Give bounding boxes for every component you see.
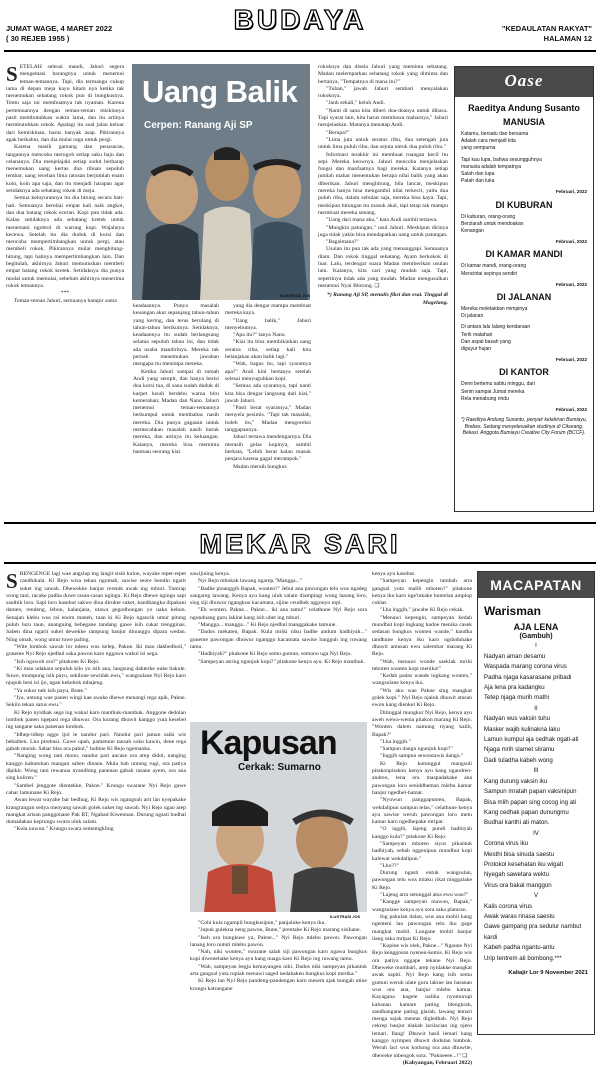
paragraph: "Lha inggih." bbox=[380, 738, 411, 745]
story2-byline: Cerkak: Sumarno bbox=[238, 762, 321, 773]
poem-line: Di kuburan, orang-orang bbox=[461, 213, 516, 220]
paragraph: "Iseh ora bungkuse ya, Pakne..." Nyi Rejo mlebu pawon. Pawongan lanang loro nututi mlebu pawon. bbox=[190, 934, 367, 948]
paragraph: Teman-teman Jahuri, semuanya hampir sama bbox=[14, 297, 117, 304]
paragraph: Ki Rejo nyidhak sega ing wakul karo manthuk-manthuk. Anggone dedolan lombok panen ngepasi rega dhuwur. Ora kurang dhuwit kanggo yuta kesebel ing tangane saka panenan lombok. bbox=[6, 709, 186, 731]
paragraph: "Nah, niki wonten," swarane salah siji pawongan karo ngawa bungkus kopi diwenehake kenya ayu kang nuaga karo Ki Rejo ing ruwang tamu. bbox=[190, 949, 367, 963]
paragraph: "Lajeng arta setunggal atus ewu wau?" bbox=[380, 892, 469, 899]
poem-date: Februari, 2022 bbox=[555, 281, 587, 287]
story2-col3-text bbox=[372, 571, 472, 1067]
paragraph: "Inggih sampun sewontawis dangu." bbox=[380, 753, 464, 760]
poem-line: Protokol kesehatan iku wigati bbox=[484, 860, 563, 868]
paragraph: "Wite lombok sawah lor ndesu wus kelep, Pakne. Iki mau dakbedholi," guneme Nyi Rejo njedhul saka pawon karo nggawa wakul isi sega. bbox=[6, 643, 186, 658]
story2-column-3 bbox=[372, 571, 472, 1066]
paragraph: "Jauh sekali," keluh Andi. bbox=[326, 100, 386, 107]
poem-line: Nadyan aman desamu bbox=[484, 652, 546, 660]
paragraph: "Badhe pinanggih Bapak, wonten?" Jebul ana pawongan telu wus ngadeg sangareg lawang. Kenya ayu kang uluk salam diampingi wong lanang loro, sing siji dhuwur ngangkuo kacamata, sijine ceudhek nggonyo topi. bbox=[190, 585, 367, 607]
paragraph: "Idhep-idhep nggo ijol le nandur pari. Nandur pari jaman saiki wis bebathen. Lha pirebusi. Gawe upah, pametune tansah soko kawin, dene rega gabah murah. Sabar blas ora pabul," luditne Ki Rejo ngemaoka. bbox=[6, 731, 186, 753]
section2-header bbox=[0, 525, 600, 563]
paragraph: "Uang dari mana aku," kata Andi sambil tertawa. bbox=[326, 217, 438, 224]
paragraph: "Tuban," jawab Jahuri sembari menyalakan rokoknya. bbox=[318, 85, 448, 100]
poem-line: manusia adalah tempatnya bbox=[461, 163, 522, 170]
poem-line: Di kamar mandi, orang-orang bbox=[461, 263, 527, 270]
paragraph: "Pasti berat syaratnya," Madan menyela pesimis. "Tapi tak masalah, boleh itu," Madan mengoreksi tanggapannya. bbox=[225, 405, 311, 434]
poem-line: Dadi tuladha kabeh wong bbox=[484, 756, 553, 764]
poem-line: Tapi kau lupa, bahwa sesungguhnya bbox=[461, 156, 542, 163]
paragraph: (Kahyangan, Februari 2022) bbox=[402, 1059, 472, 1066]
paragraph: ETELAH selesai mandi, Jahuri segera mengemasi barangnya untuk menemui teman-temannya. Tapi, dia termangu cukup lama di depan meja kayu hitam nya ketika tak menemukan sebatang rokok pun di bungkusnya. Tentu saja ini membuatnya tak nyaman. Karena pertemuannya dengan teman-teman miskinnya pasti membutuhkan waktu lama, dan itu artinya membutuhkan rokok. Apalagi itu soal jalan keluar dari kemiskinan, harus banyak asap. Pikirannya agak berkabut, dan dia mulai ragu untuk pergi. bbox=[6, 64, 124, 143]
story1-drop-cap: S bbox=[6, 62, 18, 86]
oase-bio: *) Raeditya Andung Susanto, penyair kelahiran Bumiayu, Brebes. Sedang menyelesaikan studinya di Cikarang, Bekasi. Anggota Bumiayu Creative City Forum (BCCF). bbox=[461, 417, 588, 436]
poem-line: Terik matahari bbox=[461, 331, 493, 338]
paragraph: Semua keluyurannya itu dia hitung secara hati-hati. Semuanya bernilai empat kali naik angkot, dan dua batang rokok eceran. Kopi pun tidak ada. Kalau setidaknya ada sebatang kretek untuk menemani ngobrol di warung kopi. Wajahnya kecewa. Setelah itu dia duduk di kursi dan mencoba mempertimbangkan untuk pergi, atau membeli rokok. Pikirannya mulai menghitung-hitung, tapi hatinya mempertimbangkan lain. Dan begitulah, akhirnya Jahuri memutuskan membeli empat batang rokok kretek. Setidaknya dia punya modal untuk memulai, sebelum akhirnya menerima rokok temannya. bbox=[6, 195, 124, 289]
stanza-number: I bbox=[535, 642, 537, 650]
paragraph: "Semua ada syaratnya, tapi nanti kita bisa dengar langsung dari kiai," jawab Jahuri. bbox=[225, 383, 311, 404]
story2-col1-text bbox=[6, 571, 186, 834]
paragraph: "Sambel jenggote dientekke, Pakne." Krungu swarane Nyi Rejo gawe cahar lamunane Ki Rejo. bbox=[6, 782, 186, 796]
poem-title: DI JALANAN bbox=[496, 292, 552, 303]
paragraph: Ing pakulan dalan, wus ana mobil kang ngenteni lan pawongan telu iku gage mangkat mobil. Lungane mobil banjur ilang saka mripat Ki Rejo. bbox=[372, 913, 472, 942]
macapatan-poem bbox=[478, 622, 594, 978]
masthead bbox=[0, 0, 600, 56]
paragraph: "Isih ngawoh ora?" pitakone Ki Rejo. bbox=[14, 658, 100, 665]
section2-rule-bottom bbox=[4, 562, 596, 564]
oase-poems bbox=[455, 117, 593, 413]
poem-line: Gawe gampang pra sedulur nambut kardi bbox=[484, 923, 582, 941]
paragraph: keadaannya. Punya masalah keuangan akut sepanjang tahun-tahun yang kering, dan terus berulang di tahun-tahun berikutnya. Setidaknya, keadaannya itu sudah berlangsung selama sepuluh tahun ini, dan tidak ada usaha mandirinya. Mereka tak pernah menemukan jawaban mengapa itu menimpa mereka. bbox=[133, 303, 219, 368]
story1-illustration-credit: ILUSTRASI JOS bbox=[280, 293, 311, 298]
paragraph: Madan meraih bungkus bbox=[233, 463, 287, 470]
paragraph: "Sampeyan kepengin tambah arta gangsal yuta malih mboten?" pitakone kenya iku karo nge'tukake buntelan amplop coklat. bbox=[372, 578, 472, 607]
poem-line: Waspada marang corona virus bbox=[484, 663, 567, 671]
paragraph: Awan lewat wayahe bar bedhug, Ki Rejo wis ngangsuh arit lan nyepakake krangrangan sedya menyang sawah golek suket ing sawah. Nyi Rejo ugao arep mangkat arisan panggonane Pak RT, Ngabad Kiwennan. Durung ngasti budhal dumadakan keprungu swara uluk salam. bbox=[6, 797, 186, 826]
poem-title: DI KAMAR MANDI bbox=[485, 249, 563, 260]
paragraph: "Lima juta untuk seratus ribu, dua setengah juta untuk lima puluh ribu, dan sejuta untuk dua puluh ribu." bbox=[318, 136, 448, 151]
paragraph: "Lha inggih," jawabe Ki Rejo cekak. bbox=[380, 607, 464, 614]
paragraph: "Hadhiyah?" pitakone Ki Rejo semu gumun, semono uga Nyi Rejo. bbox=[198, 651, 352, 658]
story1-col1-text bbox=[6, 64, 124, 305]
paragraph: "Sampeyan mboten siyos pikantuk hadhiyah, sebab nggenipun mundhut kopi kalewat wekdalipun." bbox=[372, 840, 472, 862]
paragraph: Karena masih gamang dan penasaran, tangannya mencoba merogoh setiap saku baju dan celananya. Dia menjelajahi setiap sudut berharap menemukan uang kertas dua ribuan sepuluh lembar, uang recehan lima ratusan berjumlah enam koin, koin apa saja, dan itu menjadi harapan agar setidaknya ada sebatang rokok di meja. bbox=[6, 144, 124, 195]
story1-author-note: *) Ranang Aji SP, menulis fiksi dan esai. Tinggal di Magelang. bbox=[327, 292, 448, 306]
poem-line: Senin sampai Jumat mereka bbox=[461, 388, 525, 395]
poem-date: Februari, 2022 bbox=[555, 407, 587, 413]
poem-line: Budhal kanthi ati maton. bbox=[484, 819, 550, 827]
story1-column-2 bbox=[133, 303, 219, 516]
poem-line: Kang cedhak papan dunungmu bbox=[484, 808, 569, 816]
poem-line: Sampun mratah papan vaksinipun bbox=[484, 788, 577, 796]
macapatan-header: MACAPATAN bbox=[478, 572, 594, 598]
paragraph: "O nggih, lajeng pundi hadhiyah kanggo kula?" pitakone Ki Rejo. bbox=[372, 826, 472, 840]
paragraph: Ki Rejo lan Nyi Rejo pandeng-pandengan karo mesem ajak bungah utine krungu katrangane bbox=[190, 978, 367, 992]
stanza-number: IV bbox=[533, 829, 539, 837]
paragraph: "Iya, untung wae panen wingi kae awake dhewe menangi rega apik, Pakne. Sekilo tekan satus ewu." bbox=[6, 695, 186, 709]
poem-line: Lamun kumpul aja cedhak ngati-ati bbox=[484, 736, 579, 744]
paragraph: "Lho??" bbox=[380, 862, 399, 869]
poem-line: Awak waras rinasa saestu bbox=[484, 912, 555, 920]
paragraph: "Kula nuwun." Krungu swara sememgkling bbox=[14, 826, 114, 833]
paragraph: rokoknya dan disela Jahuri yang meminta sebatang. Madan melemparkan sebatang rokok yang diminta dan bertanya, "Tempatnya di mana itu?" bbox=[318, 64, 448, 85]
poem-line: Mesthi bisa sinuda saestu bbox=[484, 850, 555, 858]
poem-line: Kabeh padha ngantu-antu bbox=[484, 944, 555, 952]
paragraph: "Nanti di sana kita diberi doa-doanya untuk dibaca. Tapi syarat lain, kita harus membawa maharnya," Jahuri menjelaskan. Matanya menatap Andi. bbox=[318, 107, 448, 129]
poem-line: Rela menabung rindu bbox=[461, 395, 509, 402]
oase-header: Oase bbox=[455, 67, 593, 97]
poem-line: Mencintai sepinya sendiri bbox=[461, 270, 518, 277]
story1-col3-text bbox=[225, 303, 311, 471]
paragraph: Jahuri tertawa mendengarnya. Dia merasih gelas kopinya, sambil berkata, "Lebih berat kalau masuk penjara karena gagal merampok." bbox=[225, 434, 312, 463]
paragraph: yang dia dengar mampu membuat mereka kaya. bbox=[225, 303, 311, 317]
paragraph: Nyi Rejo mbukak lawang ngarep,"Mangga..." bbox=[198, 578, 303, 585]
story2-column-1 bbox=[6, 571, 186, 1035]
paragraph: "Nanging wong tani mono, nandur pari ancase ora arep didol, nanging kanggo kabutuhan mangan saben dinane. Mula bab untung rugi, ora patiya dipikir. Wong tani rewanua nyandhing panenan gabah rasane ayem, ora ana sing kuliren." bbox=[6, 753, 186, 782]
story1-byline: Cerpen: Ranang Aji SP bbox=[144, 120, 253, 131]
paragraph: "Uang balik," Jahuri menyebutnya. bbox=[225, 317, 311, 331]
paragraph: Usulan itu pun tak ada yang menanggapi. Semuanya diam. Dan rokok tinggal sebatang. Ayam berkokok di luar. Lalu, terdengar suara Madan memberikan usulan lain. Katanya, kita cari yang mudah saja. Tapi, sepertinya tidak ada yang mudah. Madan mengusulkan menemui Nyai Blorong. ❏ bbox=[318, 246, 448, 289]
poem-line: Dan aspal basah yang bbox=[461, 338, 511, 345]
paragraph: "Sampun dangu ngunjuk kopi?" bbox=[380, 746, 453, 753]
macapatan-box bbox=[477, 571, 595, 1035]
paragraph: "Apa itu?" tanya Nano. bbox=[233, 332, 286, 339]
poem-line: Njaga mrih slamet sliramu bbox=[484, 746, 555, 754]
section2-rule-top bbox=[4, 522, 596, 524]
paragraph: "Dados mekaten, Bapak. Kula mriki niku badhe andum hadhiyah..." guneme pawongan dhuwur nganggo kacamata sawise lungguh ing ruwang tamu. bbox=[190, 629, 367, 650]
story1-column-4 bbox=[318, 64, 448, 516]
paragraph: Informasi terakhir ini membuat ruangan kecil itu sepi. Mereka keownya. Jahuri mencoba menjelaskan fungsi dan manfaatnya bagi mereka. Katanya setiap jumlah mahar menentukan berapa nilai balik yang akan diberikan. Jahuri menghitung, bila lancar, meskipun mereka hanya bisa mengambil nilai terkecil, yaitu dua puluh ribu, dalam sebulan saja, mereka bisa kaya. Tapi, meskipun hitungan itu masuk akal, tapi tetap tak mampu membuat mereka senang. bbox=[318, 151, 448, 216]
story2-drop-cap: S bbox=[6, 569, 18, 593]
paragraph: "Nyuwun panggapunten, Bapak, wekdalipun sampun telas," celathune kenya ayu sawise weruh pawongan loro metu kamar karo ngedhepake mripat. bbox=[372, 797, 472, 826]
poem-line: Salah dan lupa bbox=[461, 171, 495, 178]
poem-line: Padha njaga kasarasane pribadi bbox=[484, 673, 572, 681]
paragraph: "Cobi kula ngampil bungkusipun," panjaluke kenya iku. bbox=[198, 920, 326, 926]
issue-date-javanese: ( 30 REJEB 1955 ) bbox=[6, 34, 70, 43]
paragraph: "Kopine wis oleh, Pakne..." Ngaune Nyi Rejo kenggosan nyenen-kemis. Ki Rejo wis ora patiya nggape tekane Nyi Rejo. Dheweke mumbari, arep nyidakke mangkat awak sapiti. Nyi Rejo kang isih semu gumun weruh ulate guru lakine lan baranan wus ora ana, banjur mlebu kamar. Kayagana kagete nalika nyumurupi kahanan kamare pating blengkrah, sandhangane pating glarah, lawang lemari menga sajak mentas digledhah. Nyi Rejo cekrep banjur nlakah lacilacian ing njero lemari. Ilang! Dhuwit hasil lemari kang kanggo nyimpen dhuwit dodolan lombok. Weruh laci wus kothong ora ana dhuwite, dheweke mbengok sora. "Pakneeee...!" ❏ bbox=[372, 943, 472, 1059]
story1-illustration bbox=[132, 64, 310, 300]
paragraph: *** bbox=[60, 290, 70, 297]
poem-line: Adalah cara menjadi kita bbox=[461, 138, 516, 145]
oase-author: Raeditya Andung Susanto bbox=[468, 103, 580, 113]
paragraph: "Berupa?" bbox=[326, 129, 350, 136]
paragraph: Durung ngasti entuk wangsulan, pawongan telu wus mlaku rikat ninggalake Ki Rejo. bbox=[372, 870, 472, 891]
paragraph: "Jupuk gulekna neng pawon, Bune," prentahe Ki Rejo marang sisihane. bbox=[198, 927, 361, 934]
oase-poetry-box bbox=[454, 66, 594, 512]
poem-line: Nyegah sawetara wektu bbox=[484, 871, 550, 879]
paragraph: Ditinggal mungkur Nyi Rejo, kenya ayu aweh wewa-wenia pitakon marang Ki Rejo. "Wonten dalem namung tiyang kalih, Bapak?" bbox=[372, 709, 472, 738]
section2-title: MEKAR SARI bbox=[199, 529, 401, 559]
paragraph: kenya ayu kasebut. bbox=[372, 571, 416, 577]
poem-line: Katamu, bersatu dan bersama bbox=[461, 131, 529, 137]
paragraph: "Wah, menawi wonde saeklak mriki mboten wonten kopi menika!" bbox=[372, 658, 472, 672]
paragraph: "Eh wonten. Pakne... Pakne... iki ana tamu!" celathune Nyi Rejo sora ngunduang guru lakine kang isih ubet ing mburi. bbox=[190, 607, 367, 621]
poem-title: MANUSIA bbox=[503, 117, 545, 127]
masthead-rule bbox=[4, 50, 596, 52]
story2-column-2b bbox=[190, 920, 367, 1035]
paragraph: Ketika Jahuri sampai di rumah Andi yang sempit, dan hanya berisi dua kursi tua, di sana sudah duduk di karpet lusuh berdebu warna biru kemerahan; Madan dan Nano. Jahuri menemui teman-temannya berkumpul untuk membahas nasib mereka. Dia punya gagasan untuk memecahkan masalah nasib buruk mereka, dan artinya itu keluangan. Katanya, mereka bisa meminta bantuan seorang kiai bbox=[133, 368, 219, 455]
macapatan-signature: Kaliajir Lor 9 November 2021 bbox=[508, 970, 588, 976]
poem-line: Mereka meletakkan mimpinya bbox=[461, 306, 528, 313]
stanza-number: II bbox=[534, 704, 538, 712]
story2-col2a-text bbox=[190, 571, 367, 666]
paragraph: "Wis ako wae Pakne sing mangkat golek kopi." Nyi Rejo njaluk dhuwit atusan ewon kang dienkel Ki Rejo. bbox=[372, 687, 472, 709]
page-number: HALAMAN 12 bbox=[543, 34, 592, 43]
paragraph: "Ki mau udakara sepuluh kilo yo isih ana, langsung dakterke nuke bakule. Suwe, mumpung isih payu, sekilone sewidak ewu," wangsulane Nyi Rejo karo njupuk besi isi ijo, ngan kekebok mbajeng. bbox=[6, 665, 186, 687]
paragraph: "Ya sukur nek isih payu, Bune." bbox=[14, 687, 87, 694]
poem-line: Aja lena pra kadangku bbox=[484, 684, 545, 692]
paragraph: "Mangga... mangga..." Ki Rejo njedhul manggakake tamune. bbox=[198, 622, 337, 629]
poem-line: Kalis corona virus bbox=[484, 902, 533, 910]
poem-date: Februari, 2022 bbox=[555, 357, 587, 363]
poem-line: Berziarah untuk mendoakan bbox=[461, 220, 524, 227]
story2-column-2a bbox=[190, 571, 367, 719]
paragraph: "Kiai itu bisa membikinkan uang seratus ribu, setiap kali kita belanjakan akan balik lagi." bbox=[225, 339, 311, 361]
macapatan-poem-title: AJA LENA bbox=[513, 622, 559, 632]
poem-title: DI KANTOR bbox=[499, 367, 549, 378]
poem-line: Di jalanan bbox=[461, 313, 484, 320]
story1-col4-text bbox=[318, 64, 448, 290]
story2-col2b-text bbox=[190, 920, 367, 993]
story2-illustration-credit: ILUSTRASI JOS bbox=[330, 914, 361, 919]
paragraph: "Kangge sampeyan mawon, Bapak," wangsulane kenya ayu sora saka plataran. bbox=[372, 899, 472, 913]
poem-line: Kang durung vaksin iku bbox=[484, 777, 548, 785]
story2-illustration bbox=[190, 722, 367, 912]
poem-line: Tetep njaga murih mathi bbox=[484, 694, 550, 702]
paragraph: "Menawi kepengin, sampeyan kedah mundhut kopi ingkang kadoe menika casek sedasan bungkus wonten wande," kandha tandhune kenya iku karo ngduduhake dhuwit amusan ewu salembar marang Ki Rejo. bbox=[372, 614, 472, 658]
poem-line: Kenangan bbox=[461, 228, 484, 235]
story1-column-1 bbox=[6, 64, 124, 516]
paragraph: "Bagaimana?" bbox=[326, 239, 359, 246]
poem-line: diguyur hujan bbox=[461, 346, 492, 353]
poem-line: Patah dan luka bbox=[461, 178, 495, 185]
paragraph: "Kedah padas wande ingkang wonten," wangsulane kenya iku. bbox=[372, 673, 472, 687]
poem-line: Nadyan wus vaksin tuhu bbox=[484, 715, 551, 723]
poem-line: Bisa mlih papan sing cocog ing ati bbox=[484, 798, 577, 806]
poem-date: Februari, 2022 bbox=[555, 239, 587, 245]
paragraph: RENGENGE lagi wae angslup ing langit sisih kulon, wayahe repet-repet candhikala. Ki Rejo wisa tekan ngomah, sawise seore bendin ngarit suket ing sawah. Dhewekke banjur rerenik awak ing mburi. Tumrap wong tani, racake padha duwe rasan-rasan ngingu. Ki Rejo dhewe ngingu sapi sauthik loro. Sapi loro kasebut sakwe dina dirukte suket, kandhangka dipakani damen, rendeng, lebon, kalanjana, utawa gegodhongan yo uaka kebon. Senajan klebu wus rai enom maneh, tuan ki Ki Rejo ngancik umur pitung puluh luru taun, anangning bebegane tandang gawe isih cukat trengginas. Saben dina ngarit sukel dewekke rampung banjur dinunggu dipara wedan. Ning omah, wong umur tuwe paling. bbox=[6, 571, 186, 643]
story1-column-3 bbox=[225, 303, 311, 516]
story1-title: Uang Balik bbox=[142, 74, 298, 109]
story2-title: Kapusan bbox=[200, 724, 337, 762]
poem-line: Demi bertemu sabtu minggu, dari bbox=[461, 381, 535, 388]
poem-title: DI KUBURAN bbox=[495, 199, 553, 210]
stanza-number: V bbox=[533, 892, 539, 900]
story1-col2-text bbox=[133, 303, 219, 456]
poem-date: Februari, 2022 bbox=[555, 189, 587, 195]
issue-paper bbox=[502, 24, 592, 44]
macapatan-form: Warisman bbox=[484, 604, 541, 618]
paragraph: Ki Rejo kutunggul mangsuli pitakonpitakon kenya ayu kang ngandreo-andreo, lena ora maspadakake ana pawongan loro seniddheman mlebu kamar banjur ngedhel-hamar. bbox=[372, 760, 472, 796]
macapatan-poem-subtitle: (Gambuh) bbox=[519, 633, 553, 641]
stanza-number: III bbox=[533, 767, 539, 775]
poem-line: Di antara lalu lalang kendaraan bbox=[461, 324, 531, 331]
paper-name: "KEDAULATAN RAKYAT" bbox=[501, 24, 592, 33]
section-title: BUDAYA bbox=[233, 4, 367, 35]
issue-date-gregorian: JUMAT WAGE, 4 MARET 2022 bbox=[6, 24, 113, 33]
poem-line: yang sempurna bbox=[461, 145, 496, 152]
paragraph: "Sampeyan asring ngunjuk kopi?" pitakone kenya ayu. Ki Rejo manthuk. bbox=[198, 658, 365, 665]
poem-line: Corona virus iku bbox=[484, 840, 529, 848]
issue-date bbox=[6, 24, 112, 44]
paragraph: sawijining kenya. bbox=[190, 571, 231, 577]
paragraph: "Wah, bagus itu, tapi syaratnya apa?" Andi kini bertanya setelah selesai menyuguhkan kopi. bbox=[225, 361, 311, 382]
paragraph: "Wah, sampeyan begja kemayangen niki. Dados niki sampeyan pikantuk arta gangsal yuta rupiah menawi saged nedahaken bungkus kopi merika." bbox=[190, 963, 367, 978]
poem-line: Virus ora bakal manggon bbox=[484, 881, 552, 889]
poem-line: Masker wajib kulinakna laku bbox=[484, 725, 560, 733]
poem-line: Urip tentrem ati bombong.*** bbox=[484, 954, 562, 962]
paragraph: "Mungkin patungan," usul Jahuri. Meskipun dirinya juga tidak yakin bisa mendapatkan uang untuk patungan. bbox=[318, 224, 448, 238]
